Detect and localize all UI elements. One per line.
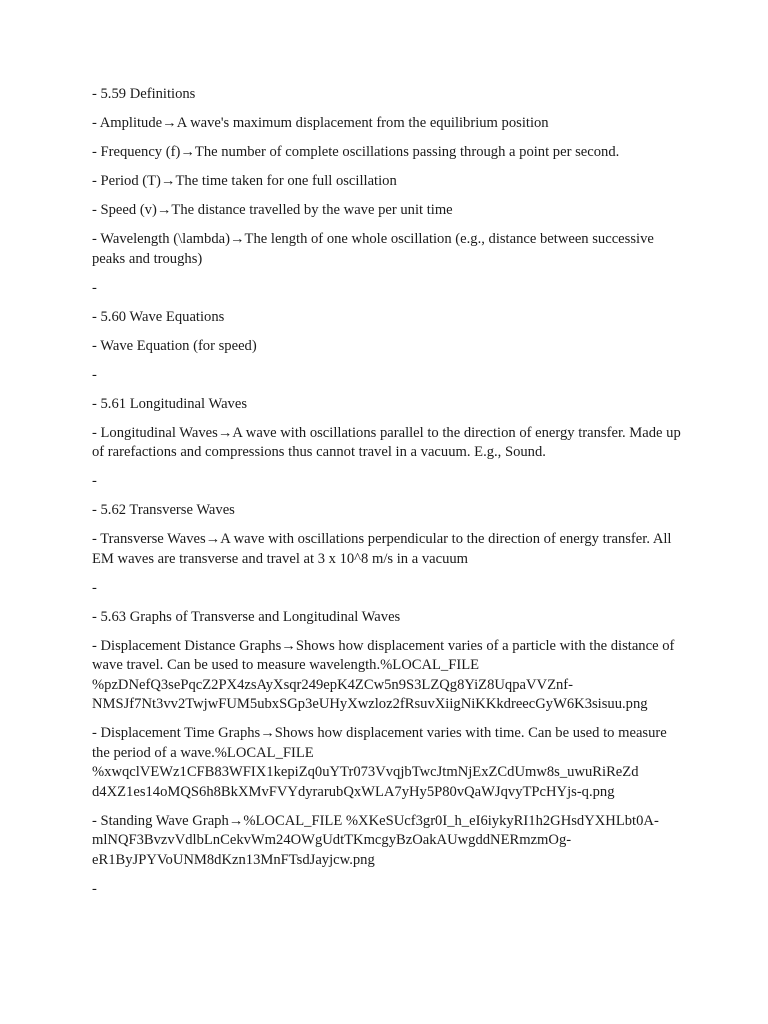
displacement-distance-graphs-item: - Displacement Distance Graphs→Shows how displacement varies of a particle with the distance of wave travel. Can be used to measure wavelength.%LOCAL_FILE %pzDNefQ3sePqcZ2PX4zsAyXsqr249epK4ZCw5n9S3LZQg8YiZ8UqpaVVZnf-NMSJf7Nt3vv2TwjwFUM5ubxSGp3eUHyXwzloz2fRsuvXiigNiKKkdreecGyW6K3sisuu.png — [92, 637, 675, 712]
wave-equation-item: - Wave Equation (for speed) — [92, 337, 257, 354]
separator-dash: - — [92, 579, 97, 596]
definition-wavelength: - Wavelength (\lambda)→The length of one whole oscillation (e.g., distance between successive peaks and troughs) — [92, 231, 654, 267]
definition-frequency: - Frequency (f)→The number of complete oscillations passing through a point per second. — [92, 144, 620, 160]
section-heading-5-61: - 5.61 Longitudinal Waves — [92, 395, 248, 412]
separator-dash: - — [92, 880, 97, 897]
definition-amplitude: - Amplitude→A wave's maximum displacement from the equilibrium position — [92, 115, 549, 131]
longitudinal-waves-item: - Longitudinal Waves→A wave with oscillations parallel to the direction of energy transfer. Made up of rarefactions and compressions thus cannot travel in a vacuum. E.g., Sound. — [92, 424, 681, 460]
section-heading-5-60: - 5.60 Wave Equations — [92, 308, 225, 325]
section-heading-5-62: - 5.62 Transverse Waves — [92, 502, 235, 518]
document-body — [92, 85, 682, 909]
section-heading-5-63: - 5.63 Graphs of Transverse and Longitudinal Waves — [92, 608, 401, 625]
definition-period: - Period (T)→The time taken for one full oscillation — [92, 173, 397, 189]
separator-dash: - — [92, 473, 97, 489]
displacement-time-graphs-item: - Displacement Time Graphs→Shows how displacement varies with time. Can be used to measure the period of a wave.%LOCAL_FILE %xwqclVEWz1CFB83WFIX1kepiZq0uYTr073VvqjbTwcJtmNjExZCdUmw8s_uwuRiReZd d4XZ1es14oMQS6h8BkXMvFVYdyrarubQxWLA7yHy5P80vQaWJqvyTPcHYjs-q.png — [92, 725, 667, 800]
section-heading-5-59: - 5.59 Definitions — [92, 86, 196, 102]
separator-dash: - — [92, 366, 97, 383]
transverse-waves-item: - Transverse Waves→A wave with oscillations perpendicular to the direction of energy transfer. All EM waves are transverse and travel at 3 x 10^8 m/s in a vacuum — [92, 531, 672, 567]
standing-wave-graph-item: - Standing Wave Graph→%LOCAL_FILE %XKeSUcf3gr0I_h_eI6iykyRI1h2GHsdYXHLbt0A-mlNQF3BvzvVdlbLnCekvWm24OWgUdtTKmcgyBzOakAUwgddNERmzmOg-eR1ByJPYVoUNM8dKzn13MnFTsdJayjcw.png — [92, 812, 659, 868]
definition-speed: - Speed (v)→The distance travelled by the wave per unit time — [92, 202, 453, 218]
separator-dash: - — [92, 279, 97, 296]
